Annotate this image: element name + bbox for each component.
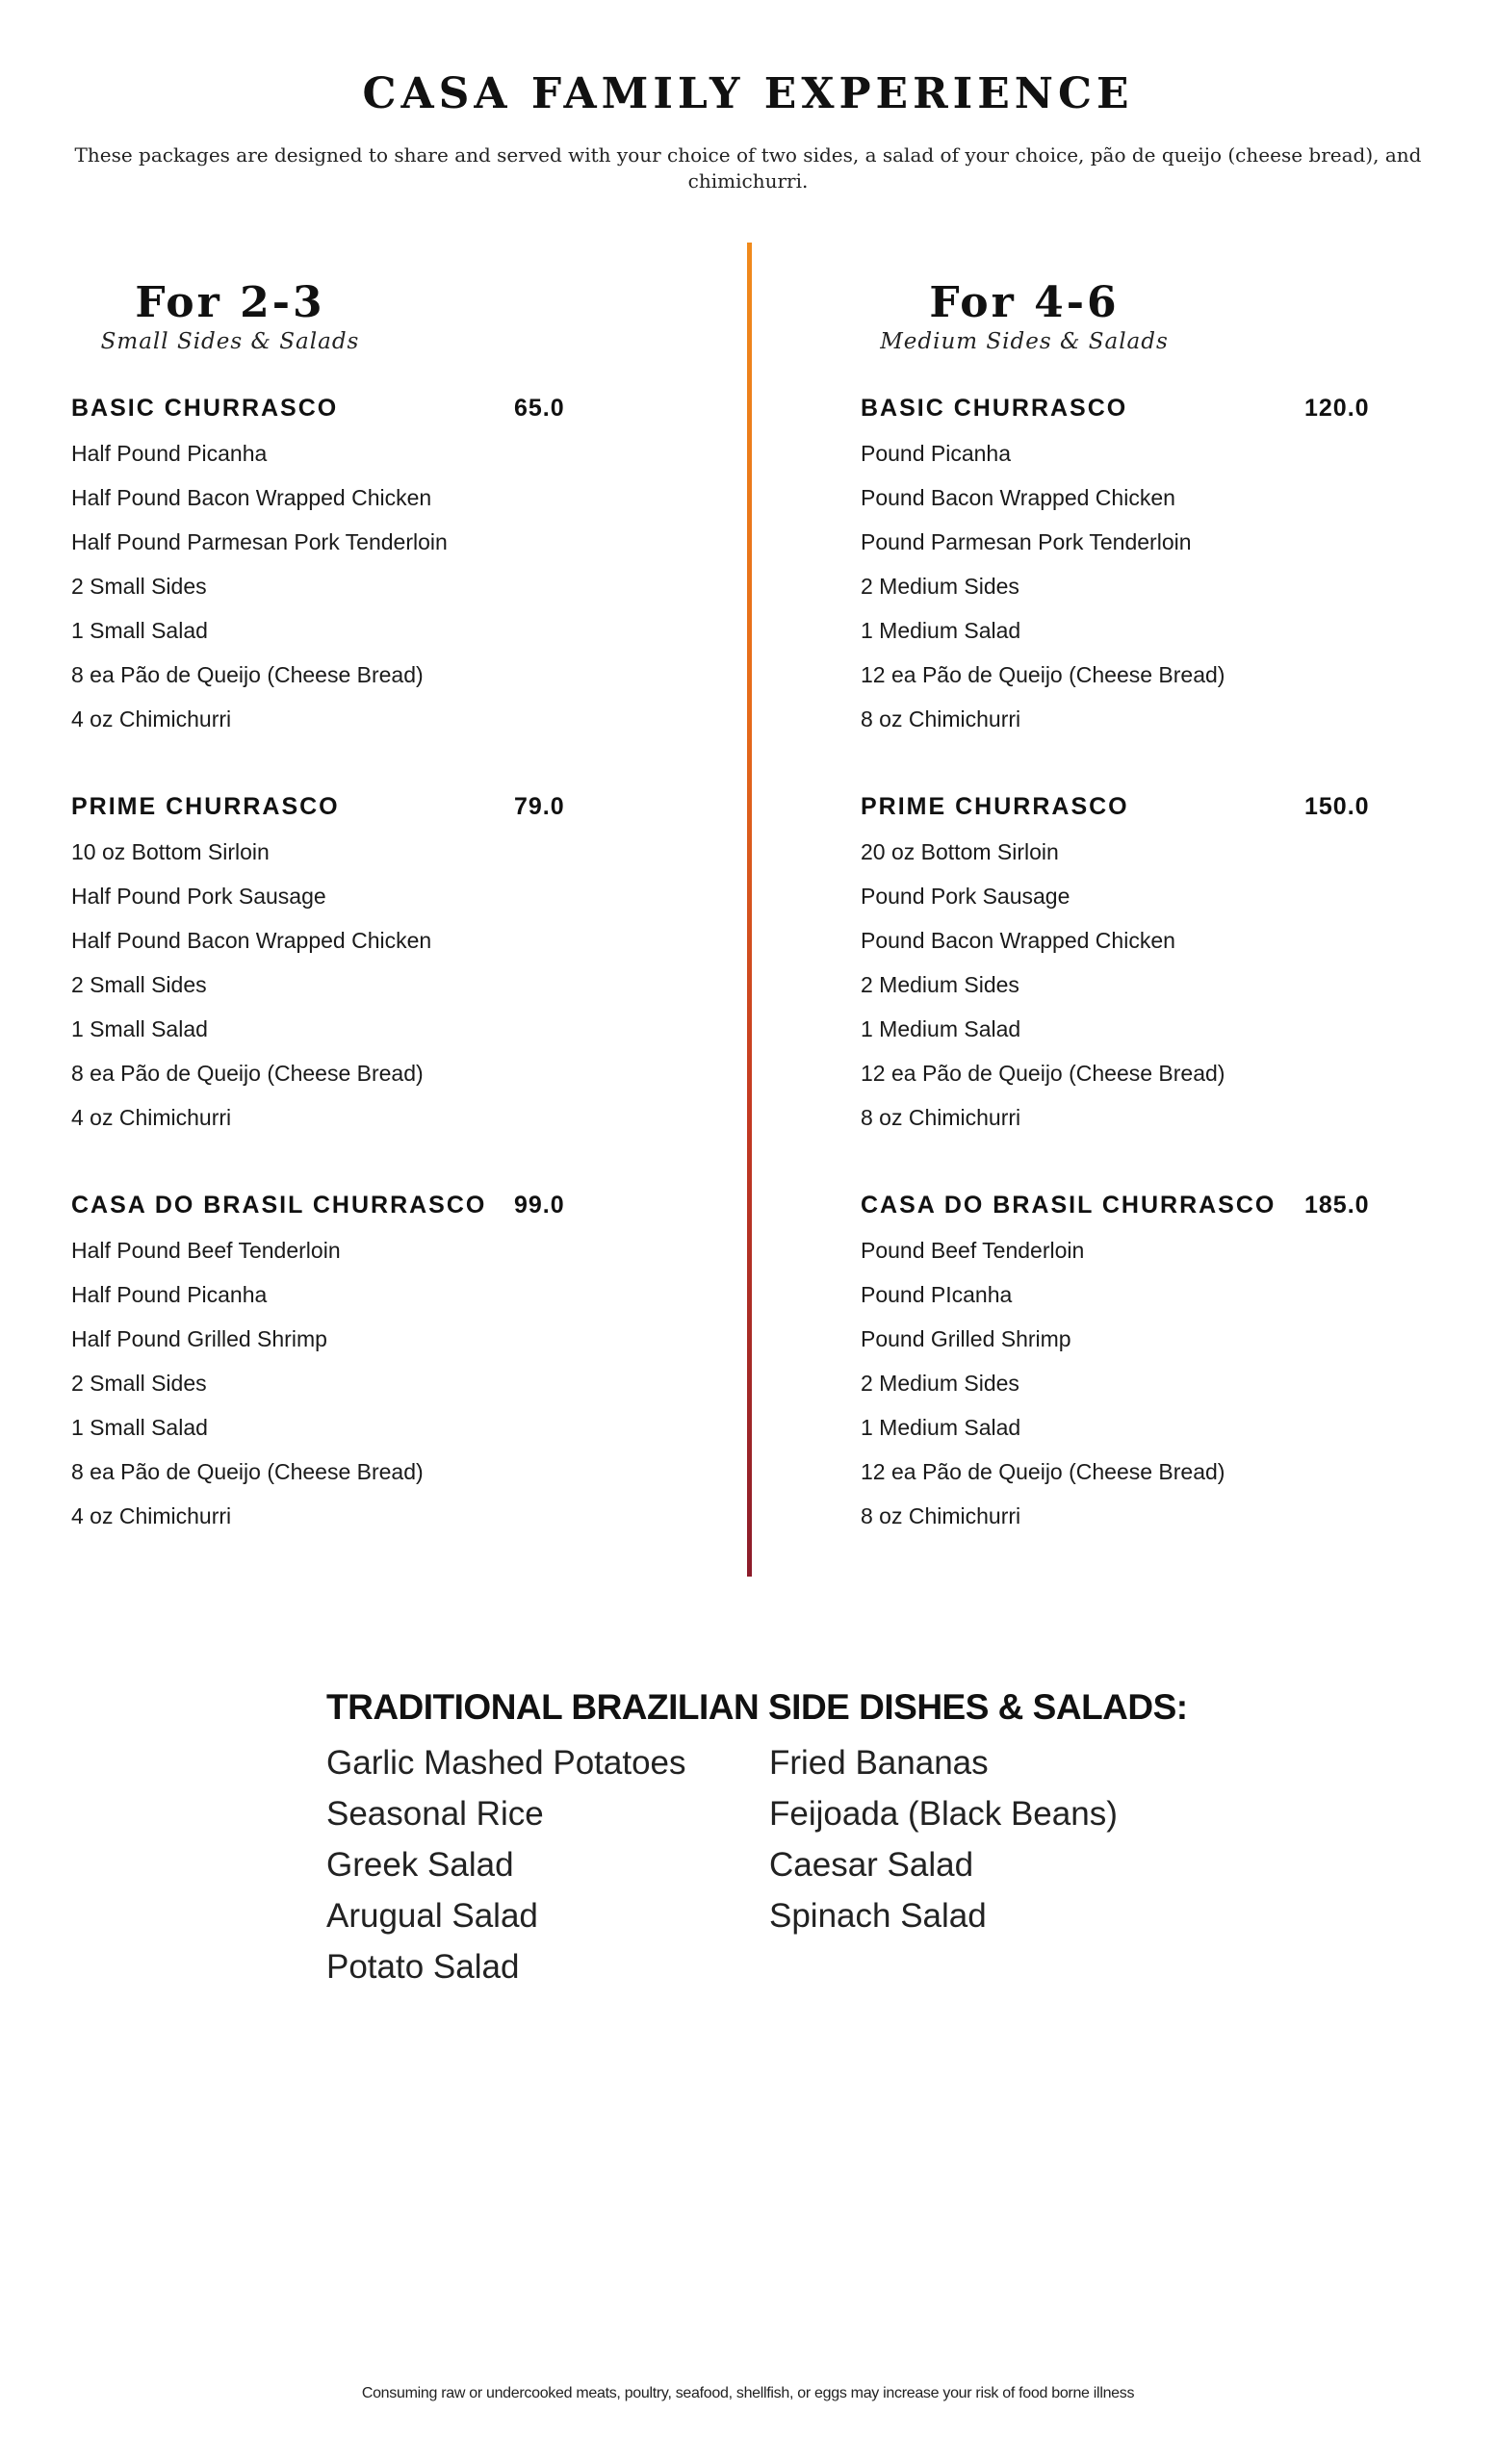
package-items	[71, 439, 610, 749]
package-price: 185.0	[1304, 1192, 1370, 1219]
list-item: 2 Medium Sides	[861, 1371, 1019, 1396]
list-item: 2 Small Sides	[71, 574, 207, 599]
list-item: Half Pound Grilled Shrimp	[71, 1326, 327, 1351]
package-casa-do-brasil-churrasco	[861, 1192, 1400, 1546]
column-subtitle: Small Sides & Salads	[100, 329, 360, 354]
sides-list-left	[326, 1742, 686, 1997]
package-name: PRIME CHURRASCO	[71, 793, 340, 820]
list-item: 1 Small Salad	[71, 618, 208, 643]
package-name: CASA DO BRASIL CHURRASCO	[861, 1192, 1277, 1219]
list-item: 2 Small Sides	[71, 1371, 207, 1396]
package-items	[71, 837, 610, 1147]
list-item: 1 Small Salad	[71, 1415, 208, 1440]
package-prime-churrasco	[71, 793, 610, 1147]
list-item: 4 oz Chimichurri	[71, 706, 232, 732]
list-item: Half Pound Bacon Wrapped Chicken	[71, 485, 432, 510]
list-item: Pound Beef Tenderloin	[861, 1238, 1085, 1263]
list-item: 20 oz Bottom Sirloin	[861, 839, 1059, 864]
list-item: 12 ea Pão de Queijo (Cheese Bread)	[861, 1459, 1225, 1484]
package-items	[71, 1236, 610, 1546]
list-item: Caesar Salad	[769, 1846, 974, 1884]
column-header	[731, 279, 1318, 354]
list-item: 4 oz Chimichurri	[71, 1503, 232, 1528]
sides-heading: TRADITIONAL BRAZILIAN SIDE DISHES & SALADS:	[326, 1687, 1188, 1727]
column-title: For 4-6	[929, 278, 1120, 327]
package-name: CASA DO BRASIL CHURRASCO	[71, 1192, 487, 1219]
list-item: Potato Salad	[326, 1948, 520, 1986]
list-item: 8 oz Chimichurri	[861, 1105, 1021, 1130]
package-price: 150.0	[1304, 793, 1370, 820]
list-item: 1 Medium Salad	[861, 618, 1021, 643]
list-item: Pound PIcanha	[861, 1282, 1013, 1307]
list-item: 2 Small Sides	[71, 972, 207, 997]
package-name: BASIC CHURRASCO	[861, 395, 1128, 422]
column-subtitle: Medium Sides & Salads	[880, 329, 1169, 354]
list-item: Half Pound Pork Sausage	[71, 884, 326, 909]
list-item: 8 ea Pão de Queijo (Cheese Bread)	[71, 1459, 424, 1484]
list-item: 1 Medium Salad	[861, 1016, 1021, 1041]
list-item: Half Pound Parmesan Pork Tenderloin	[71, 529, 448, 554]
package-casa-do-brasil-churrasco	[71, 1192, 610, 1546]
list-item: 1 Medium Salad	[861, 1415, 1021, 1440]
package-price: 65.0	[514, 395, 565, 422]
list-item: Pound Parmesan Pork Tenderloin	[861, 529, 1192, 554]
list-item: Half Pound Bacon Wrapped Chicken	[71, 928, 432, 953]
list-item: Garlic Mashed Potatoes	[326, 1744, 686, 1782]
list-item: 10 oz Bottom Sirloin	[71, 839, 270, 864]
list-item: Pound Bacon Wrapped Chicken	[861, 928, 1175, 953]
list-item: Arugual Salad	[326, 1897, 538, 1935]
list-item: 8 ea Pão de Queijo (Cheese Bread)	[71, 662, 424, 687]
package-name: BASIC CHURRASCO	[71, 395, 339, 422]
list-item: 2 Medium Sides	[861, 972, 1019, 997]
column-divider	[747, 243, 752, 1577]
list-item: Fried Bananas	[769, 1744, 989, 1782]
list-item: Half Pound Picanha	[71, 1282, 268, 1307]
sides-list-right	[769, 1742, 1118, 1946]
list-item: 4 oz Chimichurri	[71, 1105, 232, 1130]
list-item: Seasonal Rice	[326, 1795, 544, 1833]
list-item: 2 Medium Sides	[861, 574, 1019, 599]
list-item: 12 ea Pão de Queijo (Cheese Bread)	[861, 662, 1225, 687]
list-item: 8 oz Chimichurri	[861, 706, 1021, 732]
food-safety-note: Consuming raw or undercooked meats, poultry, seafood, shellfish, or eggs may increase your risk of food borne illness	[361, 2385, 1135, 2401]
list-item: 8 ea Pão de Queijo (Cheese Bread)	[71, 1061, 424, 1086]
package-name: PRIME CHURRASCO	[861, 793, 1129, 820]
column-title: For 2-3	[135, 278, 325, 327]
package-price: 99.0	[514, 1192, 565, 1219]
package-items	[861, 837, 1400, 1147]
list-item: Half Pound Picanha	[71, 441, 268, 466]
package-basic-churrasco	[861, 395, 1400, 749]
list-item: Spinach Salad	[769, 1897, 987, 1935]
list-item: Half Pound Beef Tenderloin	[71, 1238, 341, 1263]
list-item: Greek Salad	[326, 1846, 514, 1884]
package-items	[861, 1236, 1400, 1546]
list-item: Pound Pork Sausage	[861, 884, 1070, 909]
list-item: Pound Picanha	[861, 441, 1012, 466]
list-item: 8 oz Chimichurri	[861, 1503, 1021, 1528]
page-subtitle: These packages are designed to share and served with your choice of two sides, a salad of your choice, pão de queijo (cheese bread), and chimichurri.	[74, 143, 1422, 192]
list-item: Pound Grilled Shrimp	[861, 1326, 1071, 1351]
package-price: 79.0	[514, 793, 565, 820]
column-header	[0, 279, 524, 354]
package-price: 120.0	[1304, 395, 1370, 422]
list-item: 12 ea Pão de Queijo (Cheese Bread)	[861, 1061, 1225, 1086]
package-basic-churrasco	[71, 395, 610, 749]
list-item: 1 Small Salad	[71, 1016, 208, 1041]
list-item: Pound Bacon Wrapped Chicken	[861, 485, 1175, 510]
package-items	[861, 439, 1400, 749]
page-title: CASA FAMILY EXPERIENCE	[362, 69, 1134, 118]
list-item: Feijoada (Black Beans)	[769, 1795, 1118, 1833]
package-prime-churrasco	[861, 793, 1400, 1147]
